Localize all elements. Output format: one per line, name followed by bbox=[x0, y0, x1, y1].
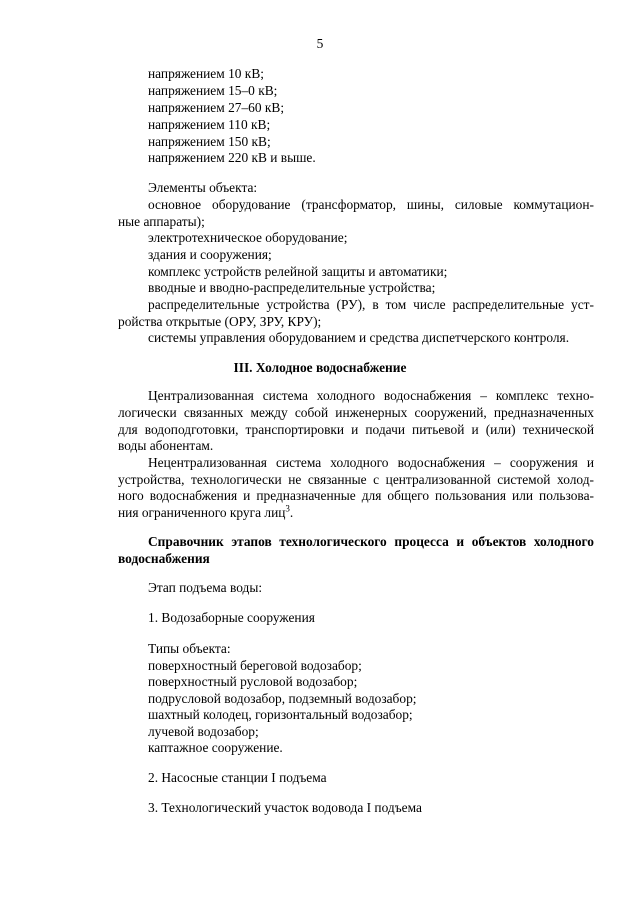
list-item: комплекс устройств релейной защиты и автоматики; bbox=[148, 264, 448, 279]
list-item: вводные и вводно-распределительные устройства; bbox=[148, 280, 436, 295]
paragraph-line: воды абонентам. bbox=[118, 438, 214, 453]
reference-title-line: Справочник этапов технологического процесса и объектов холодного bbox=[148, 534, 594, 549]
list-item: напряжением 110 кВ; bbox=[148, 117, 271, 132]
list-item: лучевой водозабор; bbox=[148, 724, 259, 739]
paragraph-line: для водоподготовки, транспортировки и подачи питьевой и (или) технической bbox=[118, 422, 594, 437]
reference-title-line: водоснабжения bbox=[118, 551, 210, 566]
list-item: поверхностный русловой водозабор; bbox=[148, 674, 358, 689]
paragraph-line: Нецентрализованная система холодного водоснабжения – сооружения и bbox=[148, 455, 594, 470]
list-item: системы управления оборудованием и средства диспетчерского контроля. bbox=[148, 330, 570, 345]
paragraph-line: Централизованная система холодного водоснабжения – комплекс техно- bbox=[148, 388, 594, 403]
list-item: напряжением 27–60 кВ; bbox=[148, 100, 285, 115]
list-item: напряжением 15–0 кВ; bbox=[148, 83, 278, 98]
list-item: здания и сооружения; bbox=[148, 247, 272, 262]
list-item: напряжением 220 кВ и выше. bbox=[148, 150, 316, 165]
footnote-reference[interactable]: 3 bbox=[285, 503, 290, 514]
list-item: электротехническое оборудование; bbox=[148, 230, 348, 245]
elements-heading: Элементы объекта: bbox=[148, 180, 258, 195]
stage-item: 1. Водозаборные сооружения bbox=[148, 610, 315, 625]
stage-item: 3. Технологический участок водовода I подъема bbox=[148, 800, 422, 815]
list-item: напряжением 10 кВ; bbox=[148, 66, 264, 81]
paragraph-line: логически связанных между собой инженерных сооружений, предназначенных bbox=[118, 405, 594, 420]
paragraph-end: . bbox=[289, 505, 294, 520]
list-item: основное оборудование (трансформатор, шины, силовые коммутацион- bbox=[148, 197, 594, 212]
list-item: каптажное сооружение. bbox=[148, 740, 283, 755]
page-number: 5 bbox=[316, 36, 324, 51]
list-item: ройства открытые (ОРУ, ЗРУ, КРУ); bbox=[118, 314, 322, 329]
paragraph-line bbox=[118, 505, 293, 522]
types-heading: Типы объекта: bbox=[148, 641, 231, 656]
list-item: напряжением 150 кВ; bbox=[148, 134, 271, 149]
list-item: ные аппараты); bbox=[118, 214, 205, 229]
paragraph-text: ния ограниченного круга лиц bbox=[118, 505, 286, 520]
stage-heading: Этап подъема воды: bbox=[148, 580, 263, 595]
paragraph-line: ного водоснабжения и предназначенные для общего пользования или пользова- bbox=[118, 488, 594, 503]
list-item: подрусловой водозабор, подземный водозабор; bbox=[148, 691, 417, 706]
list-item: шахтный колодец, горизонтальный водозабор; bbox=[148, 707, 413, 722]
list-item: распределительные устройства (РУ), в том числе распределительные уст- bbox=[148, 297, 594, 312]
list-item: поверхностный береговой водозабор; bbox=[148, 658, 362, 673]
paragraph-line: устройства, технологически не связанные с централизованной системой холод- bbox=[118, 472, 594, 487]
stage-item: 2. Насосные станции I подъема bbox=[148, 770, 327, 785]
section-title: III. Холодное водоснабжение bbox=[233, 360, 407, 375]
